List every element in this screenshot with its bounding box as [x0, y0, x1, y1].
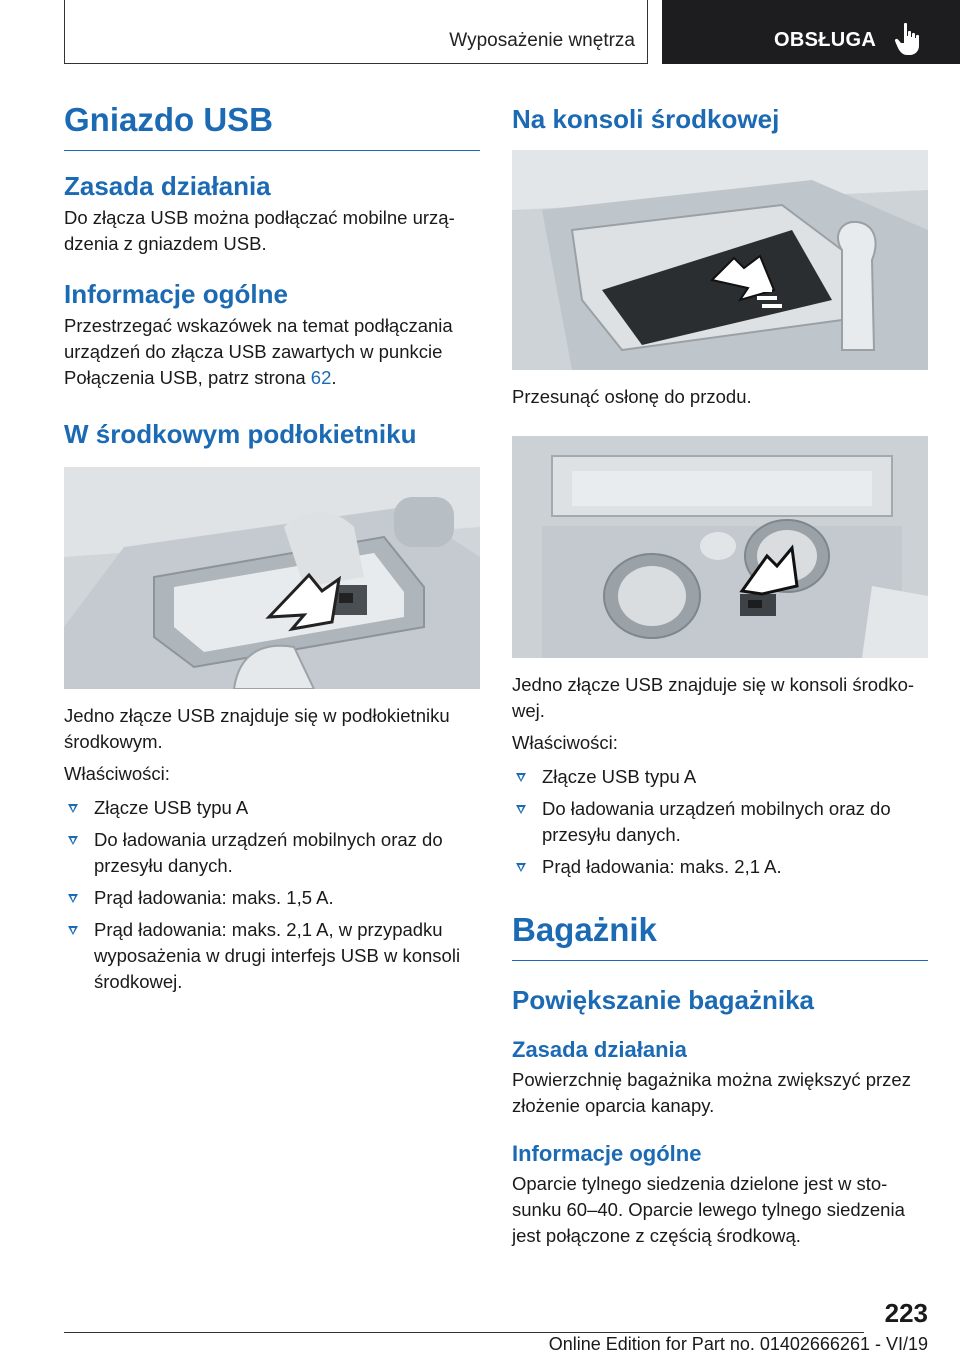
trunk-title: Bagażnik [512, 908, 928, 961]
console-heading: Na konsoli środkowej [512, 104, 780, 134]
general-text [64, 313, 480, 391]
general-heading: Informacje ogólne [64, 279, 288, 309]
list-item [64, 827, 480, 879]
triangle-bullet-icon [68, 894, 78, 903]
list-item [64, 795, 480, 821]
list-item-text: Prąd ładowania: maks. 2,1 A. [542, 856, 782, 877]
trunk-principle-text: Powierzchnię bagażnika można zwiększyć przez złożenie oparcia kanapy. [512, 1069, 911, 1116]
triangle-bullet-icon [68, 836, 78, 845]
edition-text: Online Edition for Part no. 01402666261 - VI/19 [548, 1334, 928, 1354]
usb-title: Gniazdo USB [64, 98, 480, 151]
general-text-body: Przestrzegać wskazówek na temat podłączania urządzeń do złącza USB zawartych w punkcie Połączenia USB, patrz strona [64, 315, 453, 388]
list-item-text: Złącze USB typu A [542, 766, 697, 787]
triangle-bullet-icon [516, 773, 526, 782]
list-item-text: Prąd ładowania: maks. 1,5 A. [94, 887, 334, 908]
console-properties-label: Właściwości: [512, 732, 618, 753]
right-bullet-list [512, 764, 928, 880]
footer-divider [64, 1332, 864, 1333]
list-item-text: Złącze USB typu A [94, 797, 249, 818]
armrest-heading: W środkowym podłokietniku [64, 419, 417, 449]
properties-label: Właściwości: [64, 763, 170, 784]
triangle-bullet-icon [68, 926, 78, 935]
chapter-label: OBSŁUGA [774, 29, 877, 51]
list-item-text: Prąd ładowania: maks. 2,1 A, w przypadku wyposażenia w drugi interfejs USB w konsoli środkowej. [94, 919, 461, 992]
console-usb-figure [512, 436, 928, 658]
console-caption: Jedno złącze USB znajduje się w konsoli środko-wej. [512, 674, 915, 721]
trunk-general-heading: Informacje ogólne [512, 1141, 702, 1166]
general-text-tail: . [331, 367, 337, 388]
chapter-tab[interactable] [662, 0, 960, 64]
list-item [512, 796, 928, 848]
list-item-text: Do ładowania urządzeń mobilnych oraz do przesyłu danych. [94, 829, 443, 876]
page-link[interactable]: 62 [310, 367, 332, 388]
principle-text: Do złącza USB można podłączać mobilne urzą-dzenia z gniazdem USB. [64, 207, 455, 254]
list-item [512, 764, 928, 790]
list-item [64, 885, 480, 911]
left-column [64, 98, 480, 1001]
principle-heading: Zasada działania [64, 171, 271, 201]
armrest-usb-figure [64, 467, 480, 689]
slide-caption: Przesunąć osłonę do przodu. [512, 386, 752, 407]
section-title: Wyposażenie wnętrza [449, 30, 635, 51]
trunk-expand-heading: Powiększanie bagażnika [512, 985, 815, 1015]
left-bullet-list [64, 795, 480, 995]
right-column [512, 98, 928, 1249]
list-item-text: Do ładowania urządzeń mobilnych oraz do przesyłu danych. [542, 798, 891, 845]
trunk-general-text: Oparcie tylnego siedzenia dzielone jest w sto-sunku 60–40. Oparcie lewego tylnego siedzenia jest połączone z częścią środkową. [512, 1173, 905, 1246]
hand-pointer-icon [894, 22, 924, 56]
triangle-bullet-icon [516, 805, 526, 814]
triangle-bullet-icon [68, 804, 78, 813]
triangle-bullet-icon [516, 863, 526, 872]
armrest-caption: Jedno złącze USB znajduje się w podłokietniku środkowym. [64, 705, 450, 752]
page-number: 223 [884, 1298, 928, 1328]
list-item [512, 854, 928, 880]
list-item [64, 917, 480, 995]
console-cover-figure [512, 150, 928, 370]
trunk-principle-heading: Zasada działania [512, 1037, 687, 1062]
header-section-box [64, 0, 648, 64]
